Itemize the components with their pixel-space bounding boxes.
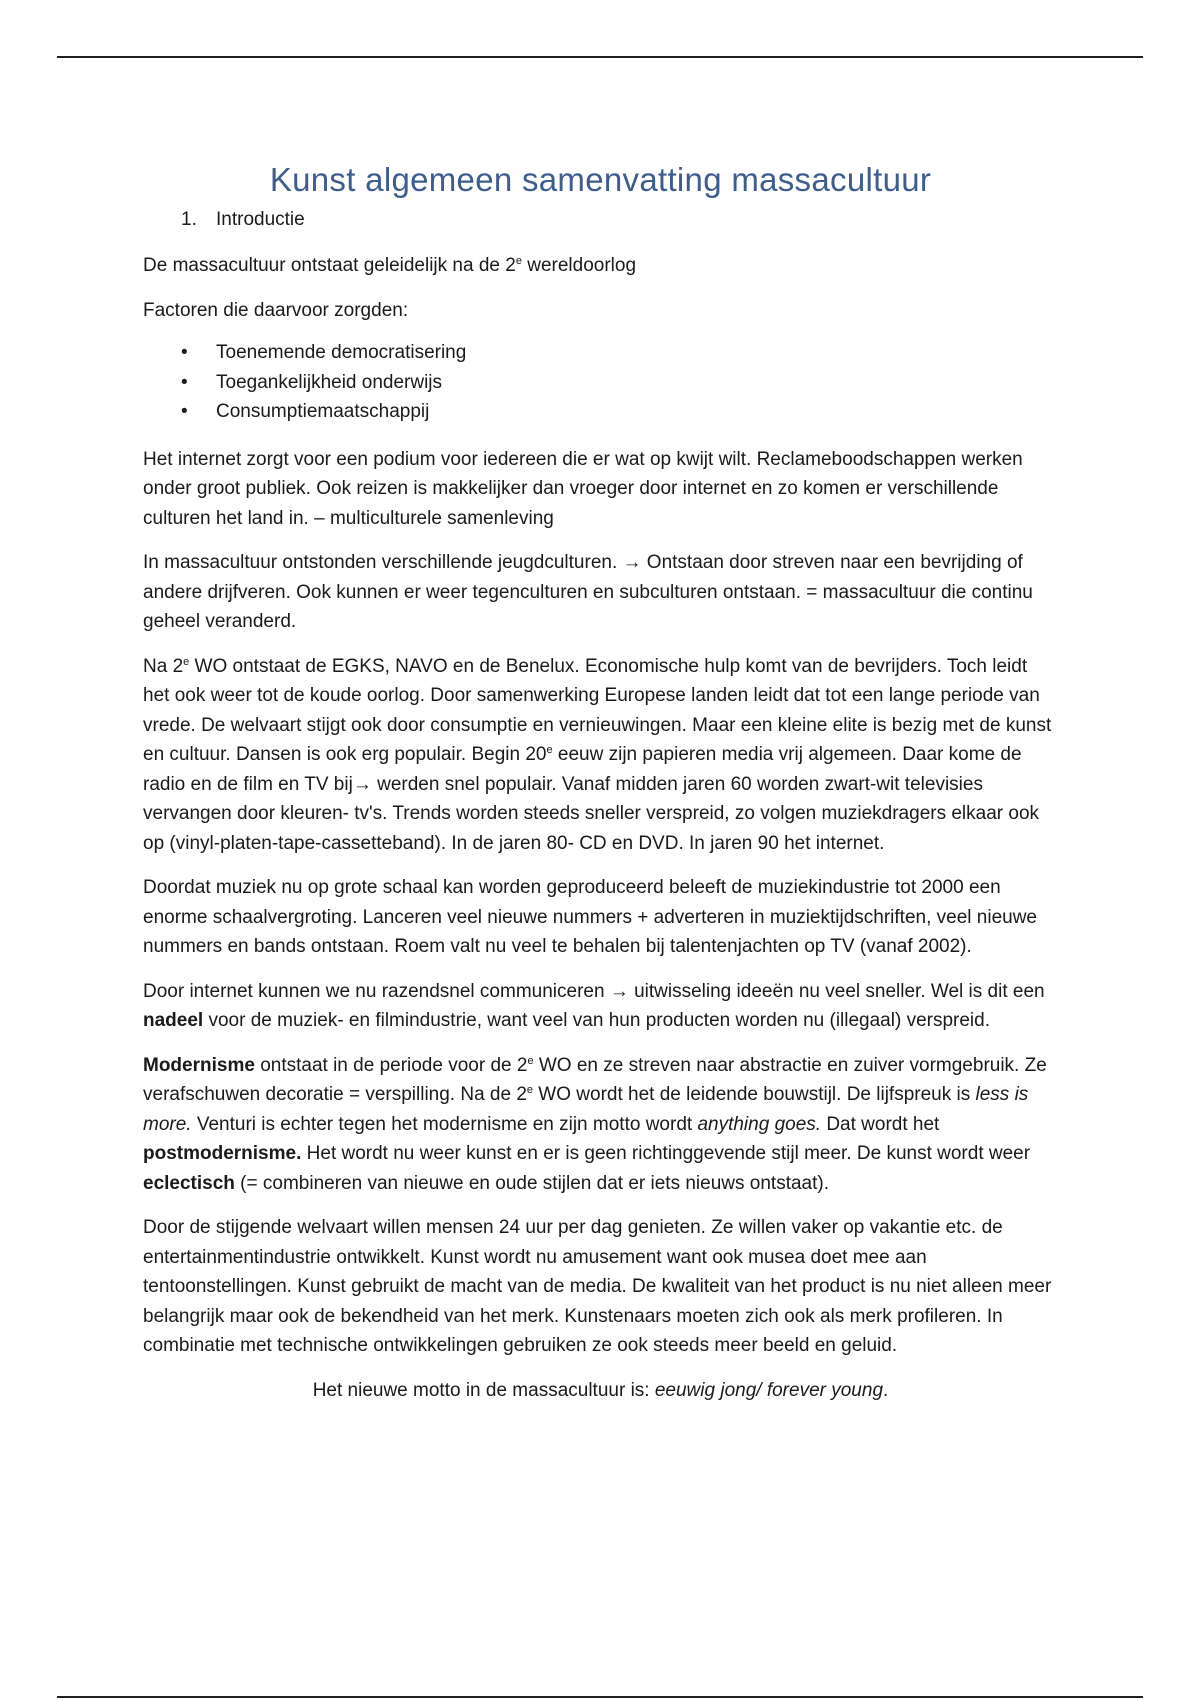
paragraph-jeugdculturen: In massacultuur ontstonden verschillende jeugdculturen. → Ontstaan door streven naar een bevrijding of andere drijfveren. Ook kunnen er weer tegenculturen en subculturen ontstaan. = massacultuur die continu geheel veranderd. <box>143 552 1033 632</box>
header-rule <box>57 56 1143 58</box>
list-item: • Toegankelijkheid onderwijs <box>143 368 1058 398</box>
motto-line: Het nieuwe motto in de massacultuur is: eeuwig jong/ forever young. <box>312 1379 889 1401</box>
footer-rule <box>57 1696 1143 1698</box>
section-label: Introductie <box>216 209 305 230</box>
paragraph-muziekindustrie: Doordat muziek nu op grote schaal kan worden geproduceerd beleeft de muziekindustrie tot 2000 een enorme schaalvergroting. Lanceren veel nieuwe nummers + adverteren in muziektijdschriften, veel nieuwe nummers en bands ontstaan. Roem valt nu veel te behalen bij talentenjachten op TV (vanaf 2002). <box>143 877 1037 957</box>
list-item: • Consumptiemaatschappij <box>143 397 1058 427</box>
document-page <box>143 160 1058 1420</box>
factors-label: Factoren die daarvoor zorgden: <box>143 299 409 321</box>
document-title: Kunst algemeen samenvatting massacultuur <box>269 161 932 198</box>
bullet-icon: • <box>181 342 188 363</box>
section-heading <box>181 208 1058 232</box>
section-number: 1. <box>181 209 197 230</box>
paragraph-modernisme: Modernisme ontstaat in de periode voor de 2e WO en ze streven naar abstractie en zuiver vormgebruik. Ze verafschuwen decoratie = verspilling. Na de 2e WO wordt het de leidende bouwstijl. De lijfspreuk is less is more. Venturi is echter tegen het modernisme en zijn motto wordt anything goes. Dat wordt het postmodernisme. Het wordt nu weer kunst en er is geen richtinggevende stijl meer. De kunst wordt weer eclectisch (= combineren van nieuwe en oude stijlen dat er iets nieuws ontstaat). <box>143 1054 1047 1194</box>
paragraph-internet: Het internet zorgt voor een podium voor iedereen die er wat op kwijt wilt. Reclameboodschappen werken onder groot publiek. Ook reizen is makkelijker dan vroeger door internet en zo komen er verschillende culturen het land in. – multiculturele samenleving <box>143 448 1023 529</box>
list-item: • Toenemende democratisering <box>143 338 1058 368</box>
paragraph-welvaart: Door de stijgende welvaart willen mensen 24 uur per dag genieten. Ze willen vaker op vakantie etc. de entertainmentindustrie ontwikkelt. Kunst wordt nu amusement want ook musea doet mee aan tentoonstellingen. Kunst gebruikt de macht van de media. De kwaliteit van het product is nu niet alleen meer belangrijk maar ook de bekendheid van het merk. Kunstenaars moeten zich ook als merk profileren. In combinatie met technische ontwikkelingen gebruiken ze ook steeds meer beeld en geluid. <box>143 1217 1052 1356</box>
paragraph-na-wo: Na 2e WO ontstaat de EGKS, NAVO en de Benelux. Economische hulp komt van de bevrijders. Toch leidt het ook weer tot de koude oorlog. Door samenwerking Europese landen leidt dat tot een lange periode van vrede. De welvaart stijgt ook door consumptie en vernieuwingen. Maar een kleine elite is bezig met de kunst en cultuur. Dansen is ook erg populair. Begin 20e eeuw zijn papieren media vrij algemeen. Daar kome de radio en de film en TV bij→ werden snel populair. Vanaf midden jaren 60 worden zwart-wit televisies vervangen door kleuren- tv's. Trends worden steeds sneller verspreid, zo volgen muziekdragers elkaar ook op (vinyl-platen-tape-cassetteband). In de jaren 80- CD en DVD. In jaren 90 het internet. <box>143 655 1052 854</box>
intro-paragraph: De massacultuur ontstaat geleidelijk na de 2e wereldoorlog <box>143 255 637 276</box>
factors-list <box>143 338 1058 427</box>
bullet-icon: • <box>181 401 188 422</box>
bullet-icon: • <box>181 371 188 393</box>
paragraph-communicatie: Door internet kunnen we nu razendsnel communiceren → uitwisseling ideeën nu veel sneller. Wel is dit een nadeel voor de muziek- en filmindustrie, want veel van hun producten worden nu (illegaal) verspreid. <box>143 980 1045 1031</box>
